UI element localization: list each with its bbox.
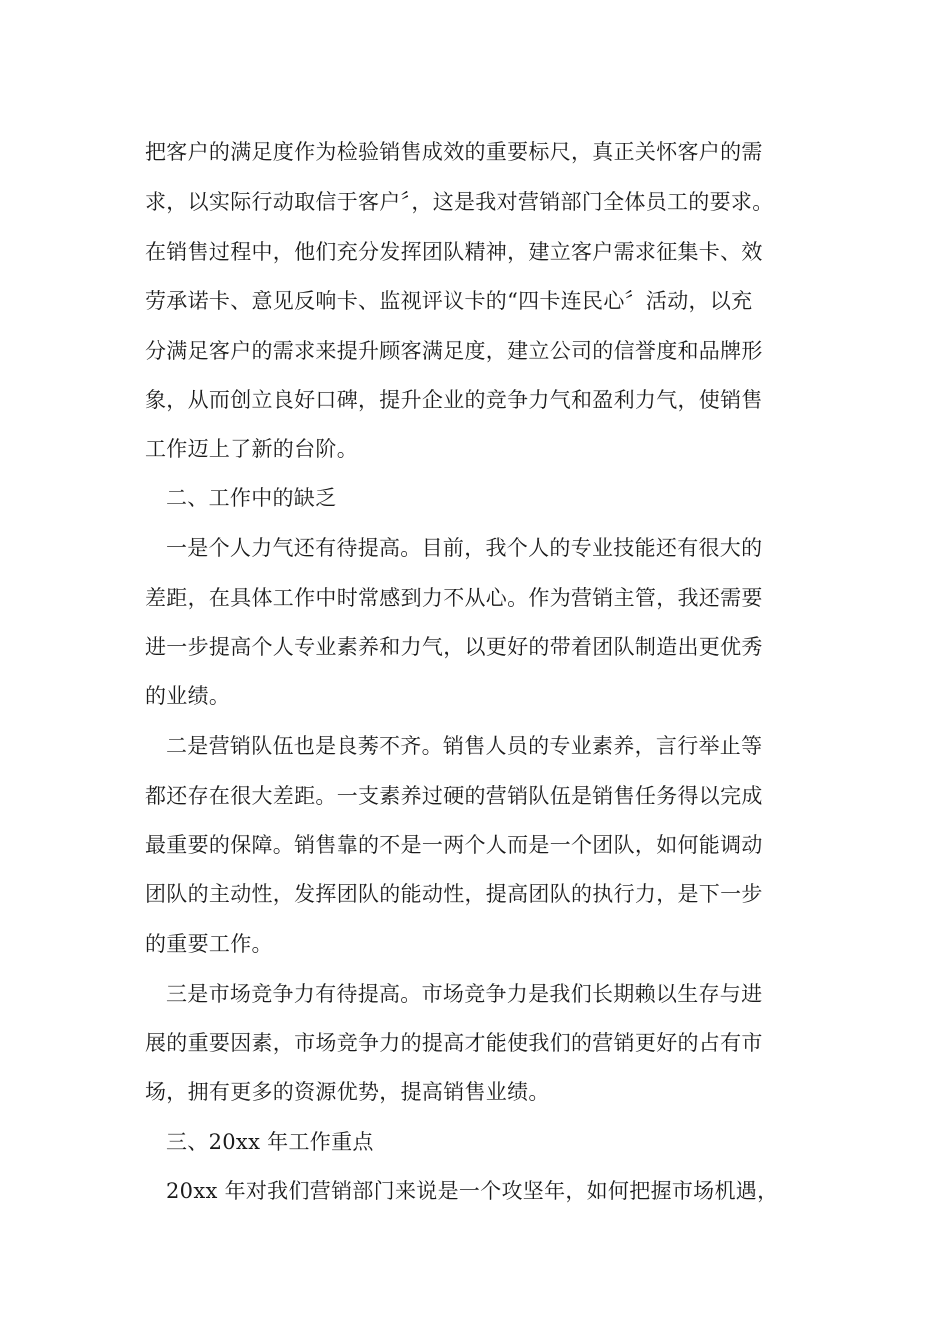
- paragraph-line: 三是市场竞争力有待提高。市场竞争力是我们长期赖以生存与进: [166, 982, 763, 1006]
- paragraph-line: 象，从而创立良好口碑，提升企业的竞争力气和盈利力气，使销售: [145, 388, 763, 412]
- paragraph-line: 团队的主动性，发挥团队的能动性，提高团队的执行力，是下一步: [145, 882, 763, 906]
- paragraph-line: 最重要的保障。销售靠的不是一两个人而是一个团队，如何能调动: [145, 833, 763, 857]
- paragraph-line: 在销售过程中，他们充分发挥团队精神，建立客户需求征集卡、效: [145, 240, 763, 264]
- paragraph-line: 工作迈上了新的台阶。: [145, 437, 358, 461]
- paragraph-line: 分满足客户的需求来提升顾客满足度，建立公司的信誉度和品牌形: [145, 339, 763, 363]
- paragraph-line: 求，以实际行动取信于客户〞，这是我对营销部门全体员工的要求。: [145, 190, 774, 214]
- paragraph-line: 差距，在具体工作中时常感到力不从心。作为营销主管，我还需要: [145, 586, 763, 610]
- section-heading: 三、20xx 年工作重点: [166, 1130, 374, 1154]
- paragraph-line: 展的重要因素，市场竞争力的提高才能使我们的营销更好的占有市: [145, 1031, 763, 1055]
- paragraph-line: 二是营销队伍也是良莠不齐。销售人员的专业素养，言行举止等: [166, 734, 763, 758]
- paragraph-line: 的重要工作。: [145, 932, 273, 956]
- paragraph-line: 场，拥有更多的资源优势，提高销售业绩。: [145, 1080, 550, 1104]
- paragraph-line: 一是个人力气还有待提高。目前，我个人的专业技能还有很大的: [166, 536, 763, 560]
- paragraph-line: 劳承诺卡、意见反响卡、监视评议卡的“四卡连民心〞活动，以充: [145, 289, 753, 313]
- paragraph-line: 进一步提高个人专业素养和力气，以更好的带着团队制造出更优秀: [145, 635, 763, 659]
- paragraph-line: 都还存在很大差距。一支素养过硬的营销队伍是销售任务得以完成: [145, 784, 763, 808]
- paragraph-line: 的业绩。: [145, 684, 231, 708]
- section-heading: 二、工作中的缺乏: [166, 486, 337, 510]
- paragraph-line: 20xx 年对我们营销部门来说是一个攻坚年，如何把握市场机遇，: [166, 1179, 779, 1203]
- paragraph-line: 把客户的满足度作为检验销售成效的重要标尺，真正关怀客户的需: [145, 140, 763, 164]
